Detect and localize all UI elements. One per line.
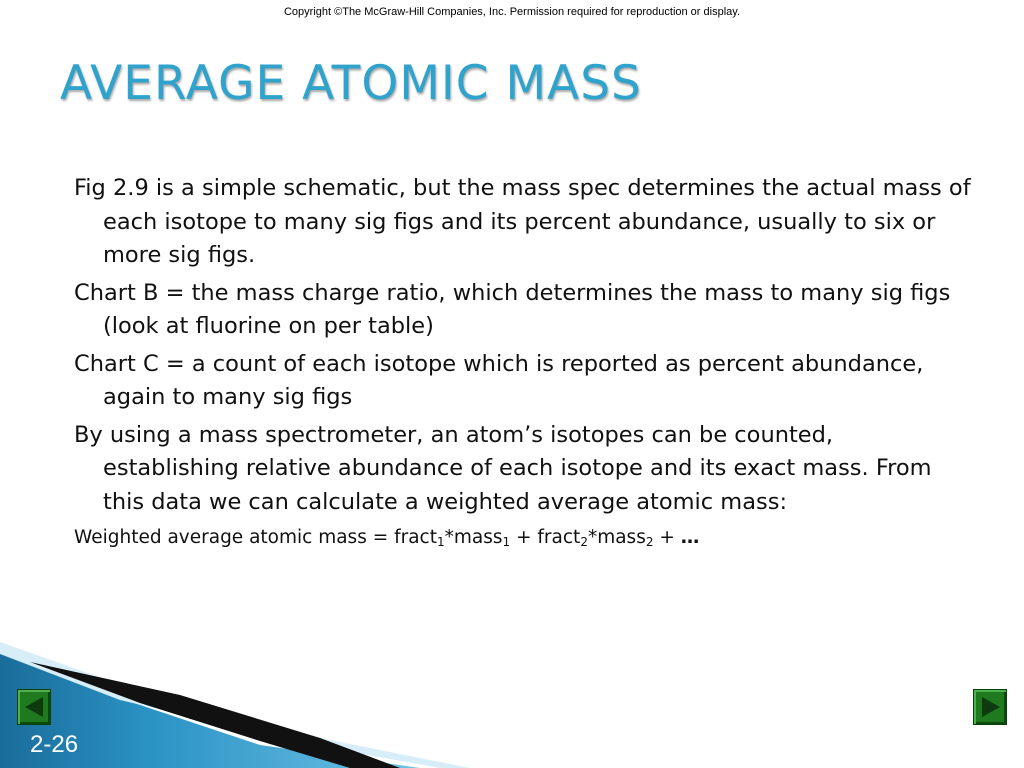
formula-lhs: Weighted average atomic mass = fract — [74, 527, 437, 548]
footer-decoration — [0, 640, 1024, 768]
slide-title: AVERAGE ATOMIC MASS — [60, 56, 642, 111]
copyright-notice: Copyright ©The McGraw-Hill Companies, Inc. Permission required for reproduction or display. — [283, 6, 741, 18]
formula-sub-1: 1 — [436, 535, 445, 549]
formula-sub-2: 1 — [502, 535, 511, 549]
triangle-right-icon — [982, 697, 1000, 717]
previous-slide-button[interactable] — [17, 689, 51, 725]
formula-sub-3: 2 — [580, 535, 588, 549]
bullet-paragraph-1: Fig 2.9 is a simple schematic, but the mass spec determines the actual mass of each isotope to many sig figs and its percent abundance, usually to six or more sig figs. — [74, 175, 971, 268]
formula-ellipsis: … — [680, 527, 700, 548]
formula-mass-2: *mass — [587, 527, 646, 548]
triangle-left-icon — [25, 697, 43, 717]
formula-mass-1: *mass — [444, 527, 503, 548]
weighted-average-formula — [74, 523, 974, 557]
slide-body — [74, 172, 974, 557]
bullet-paragraph-2: Chart B = the mass charge ratio, which determines the mass to many sig figs (look at fluorine on per table) — [74, 279, 951, 339]
formula-sub-4: 2 — [645, 535, 654, 549]
bullet-paragraph-4: By using a mass spectrometer, an atom’s isotopes can be counted, establishing relative abundance of each isotope and its exact mass. From this data we can calculate a weighted average atomic mass: — [74, 421, 932, 515]
bullet-paragraph-3: Chart C = a count of each isotope which is reported as percent abundance, again to many sig figs — [74, 350, 924, 410]
formula-plus-1: + fract — [510, 527, 581, 548]
next-slide-button[interactable] — [973, 689, 1007, 725]
slide-number: 2-26 — [30, 731, 79, 758]
formula-plus-2: + — [653, 527, 681, 548]
